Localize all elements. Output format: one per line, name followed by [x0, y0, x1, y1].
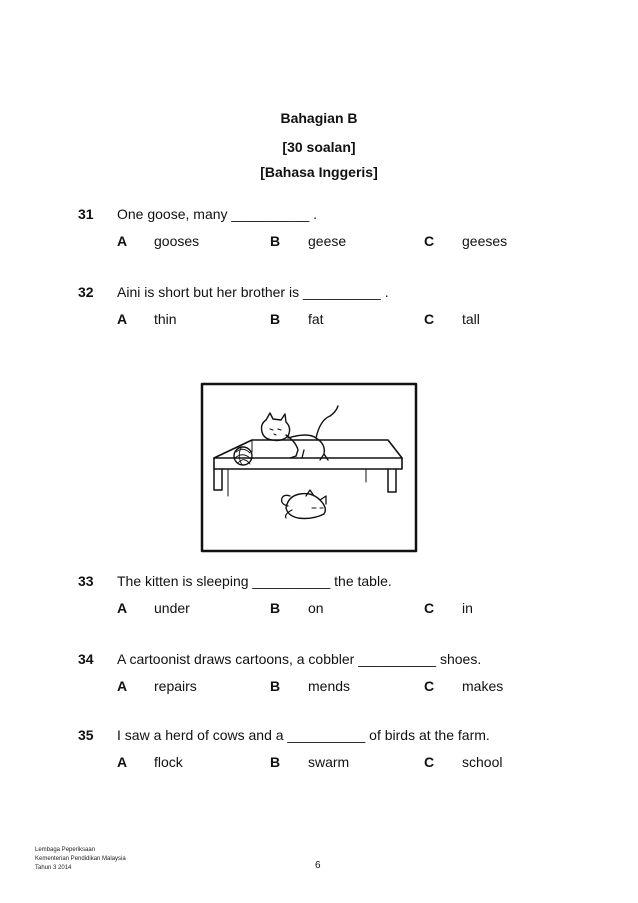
option-a-text: repairs [154, 678, 197, 694]
question-text: A cartoonist draws cartoons, a cobbler __________ shoes. [117, 651, 482, 667]
footer-line: Tahun 3 2014 [35, 865, 72, 871]
option-a-text: thin [154, 311, 177, 327]
question-number: 33 [78, 573, 94, 589]
option-b-letter: B [270, 600, 281, 616]
footer-line: Kementerian Pendidikan Malaysia [35, 856, 126, 862]
option-b-text: swarm [308, 754, 350, 770]
option-c-text: geeses [462, 233, 508, 249]
page-number: 6 [315, 860, 321, 871]
option-a-text: gooses [154, 233, 200, 249]
section-title: Bahagian B [280, 110, 358, 126]
question-number: 31 [78, 206, 94, 222]
option-c-text: makes [462, 678, 504, 694]
option-a-letter: A [117, 600, 128, 616]
option-a-text: flock [154, 754, 183, 770]
option-a-letter: A [117, 678, 128, 694]
option-b-letter: B [270, 233, 281, 249]
option-a-text: under [154, 600, 190, 616]
question-text: One goose, many __________ . [117, 206, 318, 222]
footer [35, 846, 126, 873]
option-b-letter: B [270, 754, 281, 770]
option-c-letter: C [424, 233, 435, 249]
option-b-text: mends [308, 678, 351, 694]
option-a-letter: A [117, 754, 128, 770]
question-text: The kitten is sleeping __________ the table. [117, 573, 392, 589]
option-b-text: geese [308, 233, 347, 249]
option-b-text: on [308, 600, 324, 616]
question-number: 35 [78, 727, 94, 743]
footer-line: Lembaga Peperiksaan [35, 847, 96, 853]
option-b-letter: B [270, 311, 281, 327]
option-c-letter: C [424, 754, 435, 770]
option-a-letter: A [117, 311, 128, 327]
option-a-letter: A [117, 233, 128, 249]
option-c-letter: C [424, 678, 435, 694]
kitten-table-illustration [200, 380, 418, 553]
subject-title: [Bahasa Inggeris] [260, 164, 378, 180]
question-text: I saw a herd of cows and a __________ of birds at the farm. [117, 727, 490, 743]
option-b-text: fat [308, 311, 324, 327]
option-c-letter: C [424, 311, 435, 327]
question-number: 34 [78, 651, 94, 667]
option-c-text: in [462, 600, 473, 616]
option-c-text: school [462, 754, 503, 770]
question-number: 32 [78, 284, 94, 300]
option-c-letter: C [424, 600, 435, 616]
question-count: [30 soalan] [282, 139, 356, 155]
question-text: Aini is short but her brother is __________ . [117, 284, 389, 300]
option-c-text: tall [462, 311, 480, 327]
option-b-letter: B [270, 678, 281, 694]
